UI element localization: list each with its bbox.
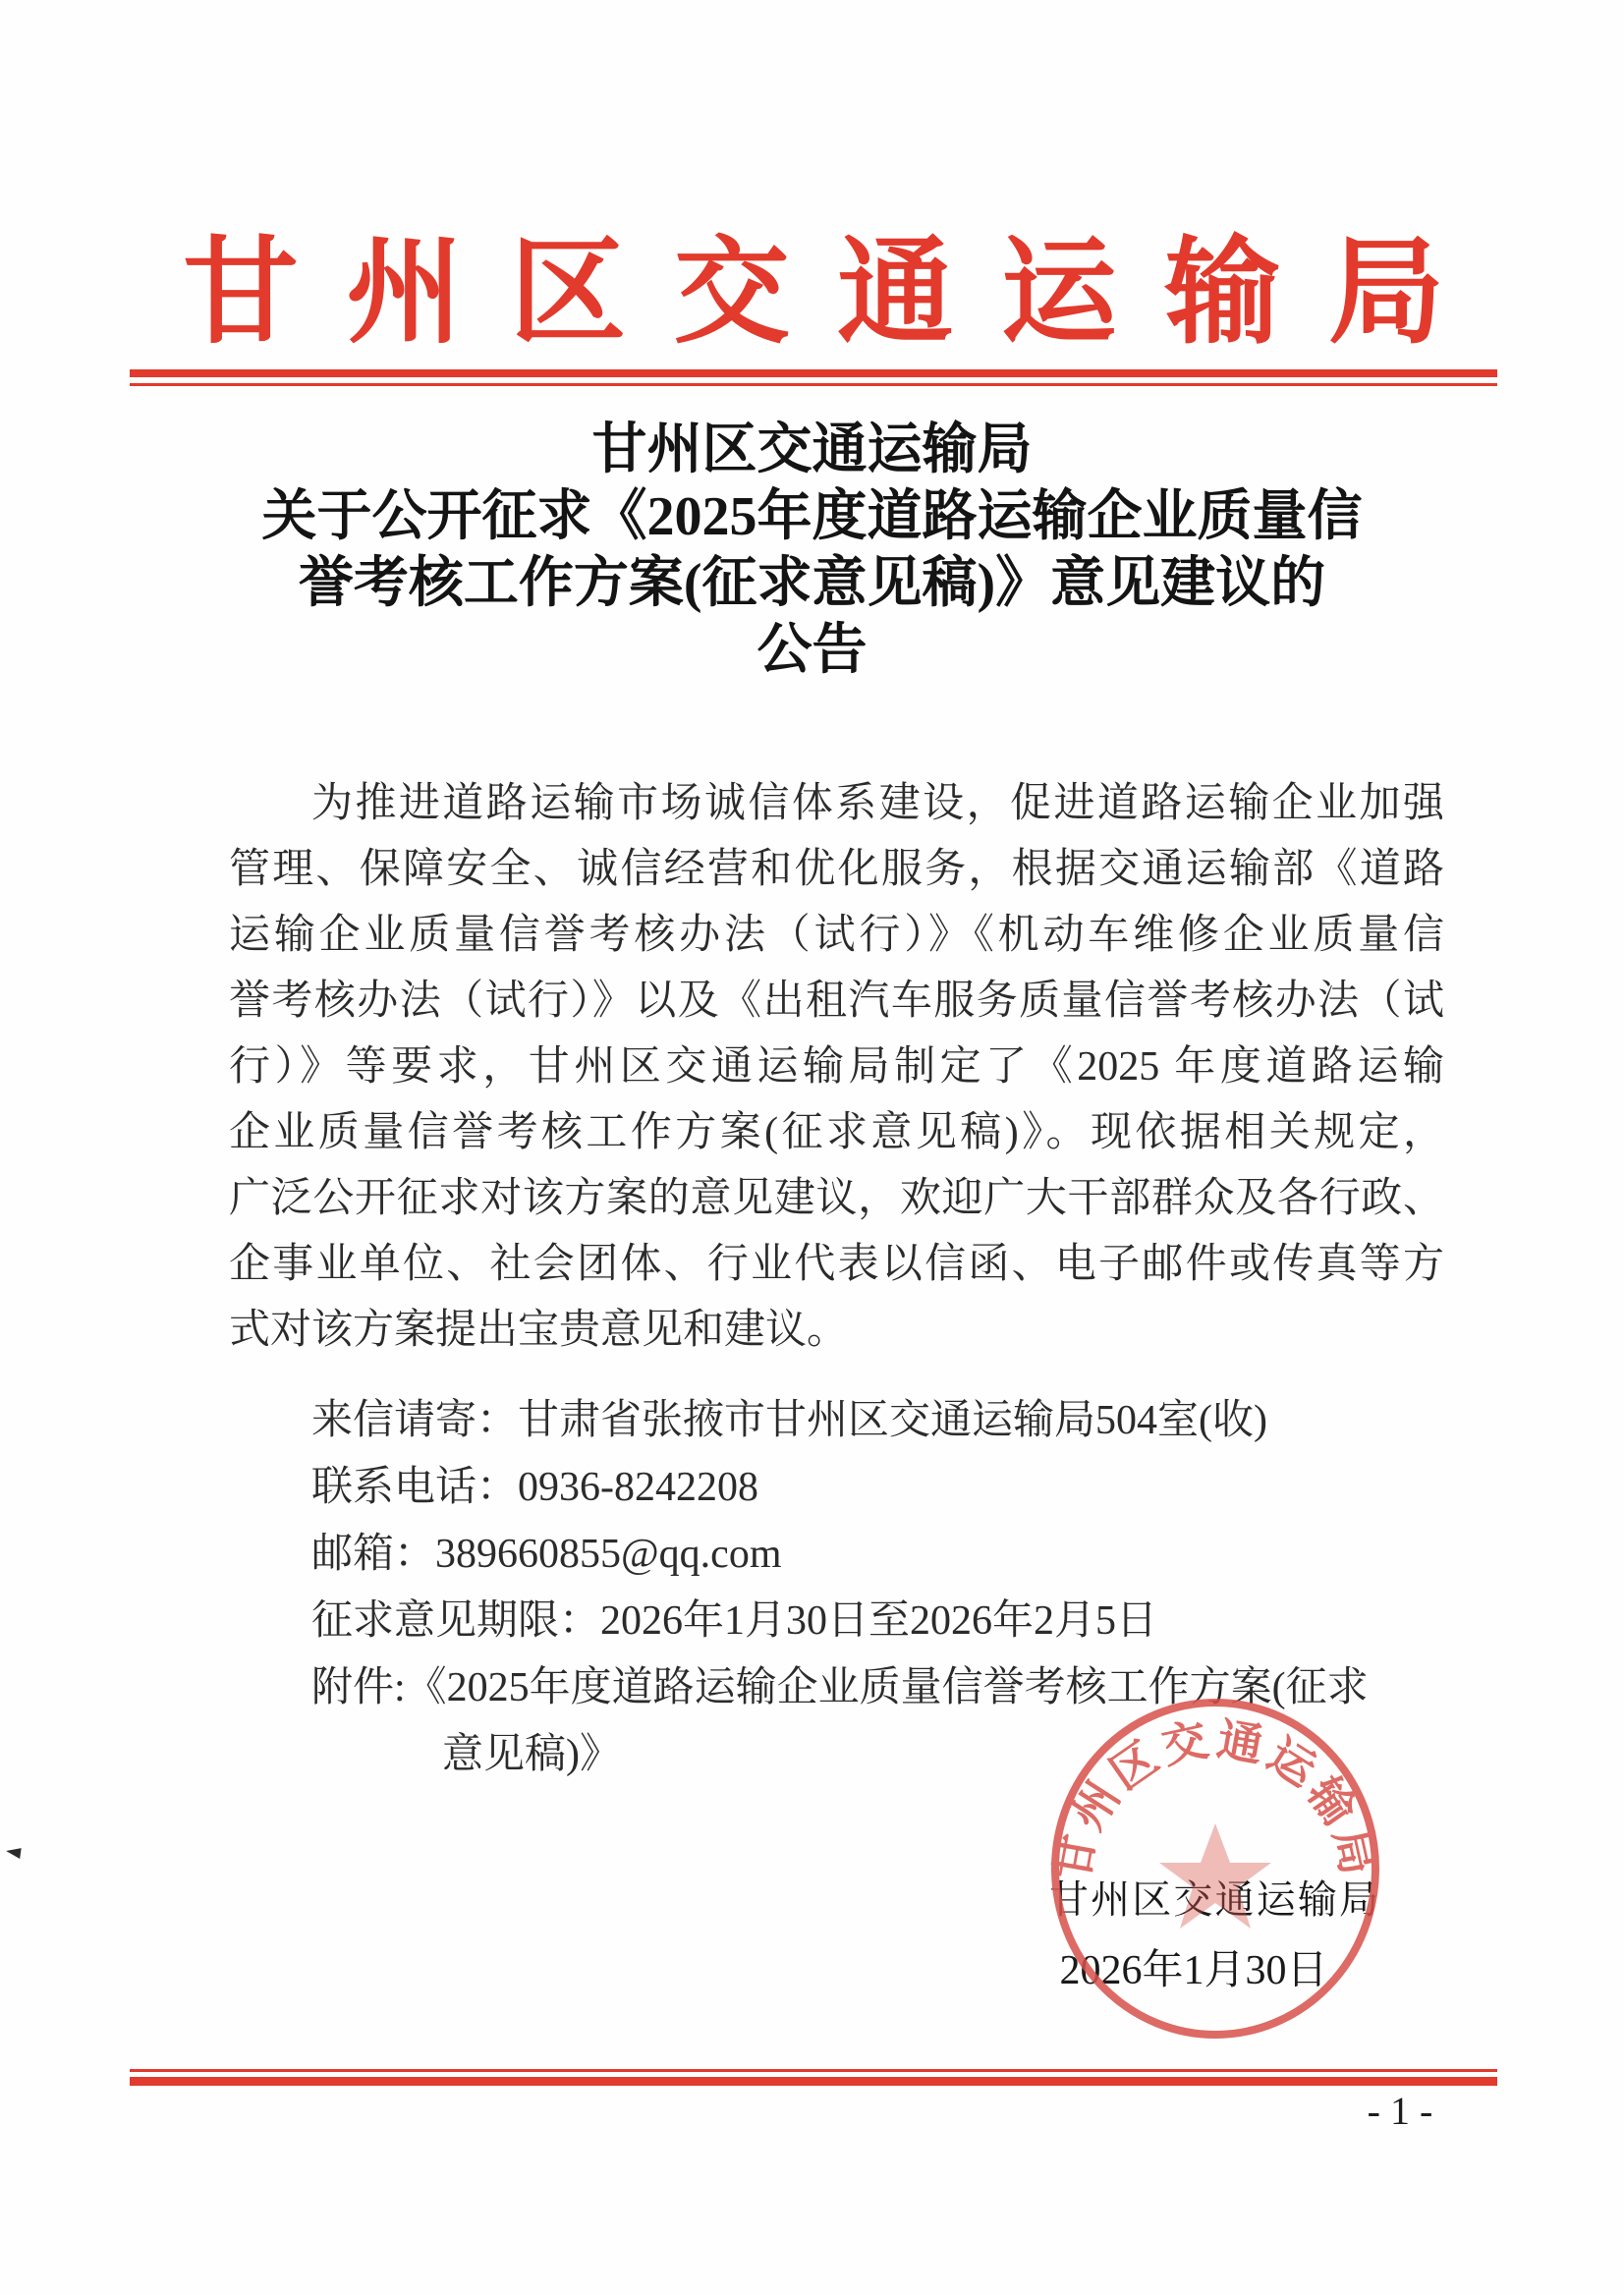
letterhead-agency-name: 甘州区交通运输局 <box>183 229 1444 358</box>
scan-artifact-mark <box>5 1846 21 1859</box>
letterhead-rule-thin <box>130 383 1497 386</box>
body-line: 管理、保障安全、诚信经营和优化服务，根据交通运输部《道路 <box>229 847 1444 892</box>
attachment-line-2: 意见稿)》 <box>442 1732 621 1777</box>
body-line: 式对该方案提出宝贵意见和建议。 <box>229 1308 849 1353</box>
phone-line: 联系电话：0936-8242208 <box>311 1465 758 1510</box>
body-line: 誉考核办法（试行）》以及《出租汽车服务质量信誉考核办法（试 <box>229 979 1444 1024</box>
deadline-line: 征求意见期限：2026年1月30日至2026年2月5日 <box>311 1598 1158 1644</box>
seal-arc-text: 甘州区交通运输局 <box>1046 1713 1383 1884</box>
title-line-2: 誉考核工作方案(征求意见稿)》意见建议的 <box>298 553 1326 614</box>
body-line: 广泛公开征求对该方案的意见建议，欢迎广大干部群众及各行政、 <box>229 1176 1444 1221</box>
title-line-announcement: 公告 <box>756 620 868 681</box>
footer-rule-thin <box>130 2069 1497 2072</box>
page-number: - 1 - <box>1367 2089 1433 2133</box>
contact-info-block <box>229 1387 1467 1788</box>
body-line: 企事业单位、社会团体、行业代表以信函、电子邮件或传真等方 <box>229 1242 1444 1287</box>
body-line: 运输企业质量信誉考核办法（试行）》《机动车维修企业质量信 <box>229 913 1444 958</box>
body-line: 企业质量信誉考核工作方案(征求意见稿)》。现依据相关规定， <box>229 1110 1444 1155</box>
body-line: 行）》等要求，甘州区交通运输局制定了《2025 年度道路运输 <box>229 1044 1444 1090</box>
title-line-1: 关于公开征求《2025年度道路运输企业质量信 <box>261 486 1363 547</box>
signature-agency: 甘州区交通运输局 <box>1049 1877 1378 1922</box>
footer-rule-thick <box>130 2077 1497 2086</box>
letterhead-rule-thick <box>130 369 1497 377</box>
body-line: 为推进道路运输市场诚信体系建设，促进道路运输企业加强 <box>311 781 1444 826</box>
email-line: 邮箱：389660855@qq.com <box>311 1532 782 1577</box>
body-paragraph <box>229 771 1444 1364</box>
document-title <box>0 417 1624 684</box>
title-line-agency: 甘州区交通运输局 <box>591 420 1033 480</box>
signature-date: 2026年1月30日 <box>1059 1948 1328 1993</box>
attachment-line-1: 附件:《2025年度道路运输企业质量信誉考核工作方案(征求 <box>311 1665 1369 1710</box>
mail-address-line: 来信请寄：甘肃省张掖市甘州区交通运输局504室(收) <box>311 1398 1267 1443</box>
